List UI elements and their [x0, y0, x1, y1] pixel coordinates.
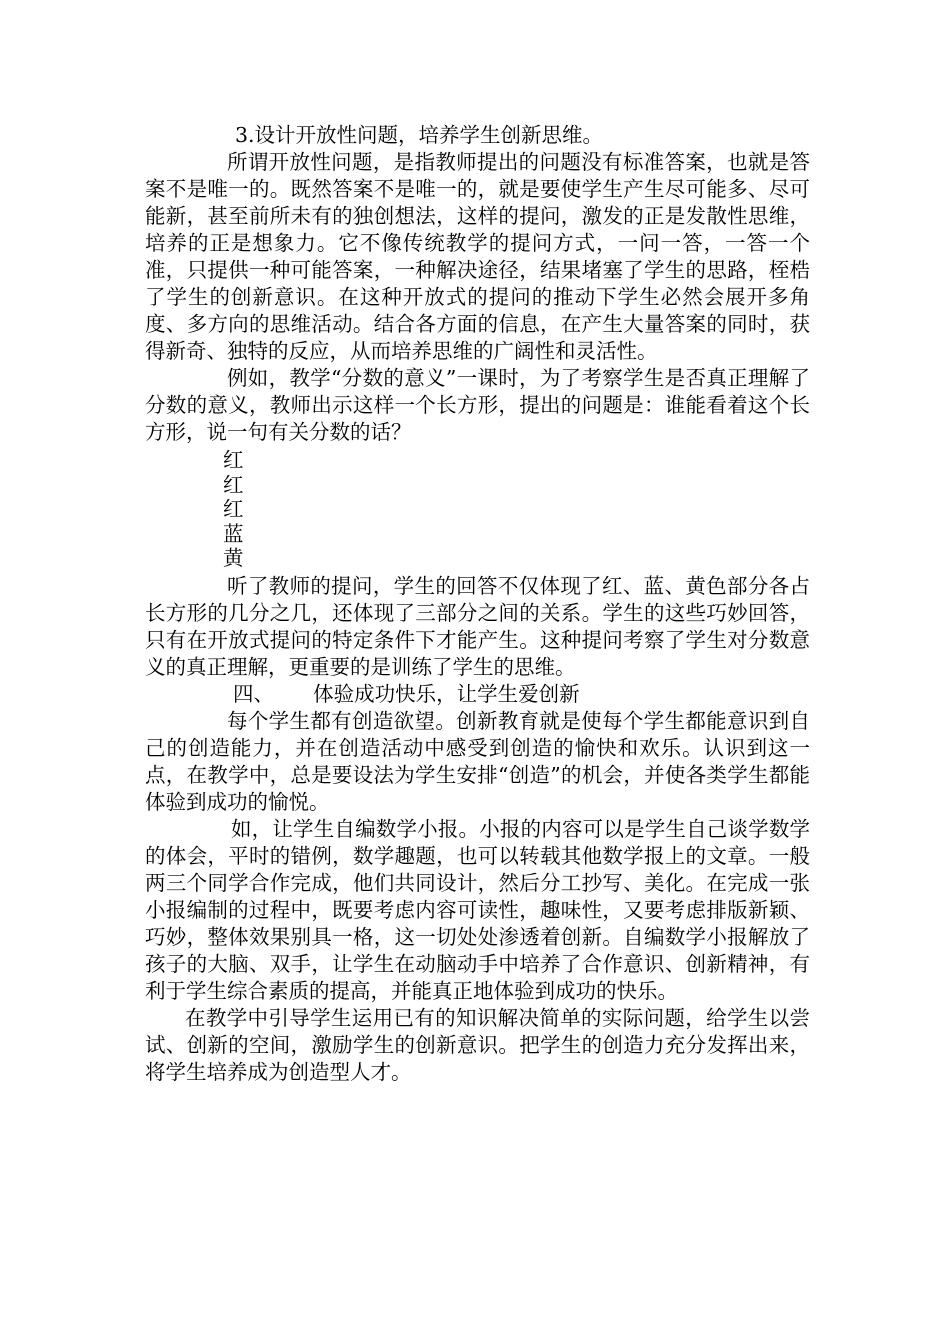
- document-page: [145, 122, 810, 1086]
- rectangle-label-yellow: 黄: [223, 546, 244, 570]
- rectangle-color-labels: [145, 448, 810, 571]
- rectangle-label-red-1: 红: [223, 448, 244, 472]
- paragraph-creative-desire: 每个学生都有创造欲望。创新教育就是使每个学生都能意识到自己的创造能力，并在创造活动中感受到创造的愉快和欢乐。认识到这一点，在教学中，总是要设法为学生安排“创造”的机会，并使各类学生都能体验到成功的愉悦。: [145, 708, 810, 814]
- paragraph-open-questions: 所谓开放性问题，是指教师提出的问题没有标准答案，也就是答案不是唯一的。既然答案不是唯一的，就是要使学生产生尽可能多、尽可能新，甚至前所未有的独创想法，这样的提问，激发的正是发散性思维，培养的正是想象力。它不像传统教学的提问方式，一问一答，一答一个准，只提供一种可能答案，一种解决途径，结果堵塞了学生的思路，桎梏了学生的创新意识。在这种开放式的提问的推动下学生必然会展开多角度、多方向的思维活动。结合各方面的信息，在产生大量答案的同时，获得新奇、独特的反应，从而培养思维的广阔性和灵活性。: [145, 150, 810, 363]
- paragraph-math-newspaper: 如，让学生自编数学小报。小报的内容可以是学生自己谈学数学的体会，平时的错例，数学趣题，也可以转载其他数学报上的文章。一般两三个同学合作完成，他们共同设计，然后分工抄写、美化。在完成一张小报编制的过程中，既要考虑内容可读性，趣味性，又要考虑排版新颖、巧妙，整体效果别具一格，这一切处处渗透着创新。自编数学小报解放了孩子的大脑、双手，让学生在动脑动手中培养了合作意识、创新精神，有利于学生综合素质的提高，并能真正地体验到成功的快乐。: [145, 816, 810, 1003]
- rectangle-label-red-2: 红: [223, 472, 244, 497]
- rectangle-label-blue: 蓝: [223, 521, 244, 546]
- paragraph-student-answers: 听了教师的提问，学生的回答不仅体现了红、蓝、黄色部分各占长方形的几分之几，还体现了三部分之间的关系。学生的这些巧妙回答，只有在开放式提问的特定条件下才能产生。这种提问考察了学生对分数意义的真正理解，更重要的是训练了学生的思维。: [145, 573, 810, 679]
- section-heading-4-text: 体验成功快乐，让学生爱创新: [313, 681, 580, 706]
- paragraph-example: 例如，教学“分数的意义”一课时，为了考察学生是否真正理解了分数的意义，教师出示这样一个长方形，提出的问题是：谁能看着这个长方形，说一句有关分数的话？: [145, 366, 810, 444]
- paragraph-conclusion: 在教学中引导学生运用已有的知识解决简单的实际问题，给学生以尝试、创新的空间，激励学生的创新意识。把学生的创造力充分发挥出来，将学生培养成为创造型人才。: [145, 1005, 810, 1084]
- section-heading-4-number: 四、: [233, 681, 274, 706]
- section-heading-4: [145, 681, 810, 708]
- rectangle-label-red-3: 红: [223, 497, 244, 521]
- section-heading-3: 3.设计开放性问题，培养学生创新思维。: [235, 123, 604, 147]
